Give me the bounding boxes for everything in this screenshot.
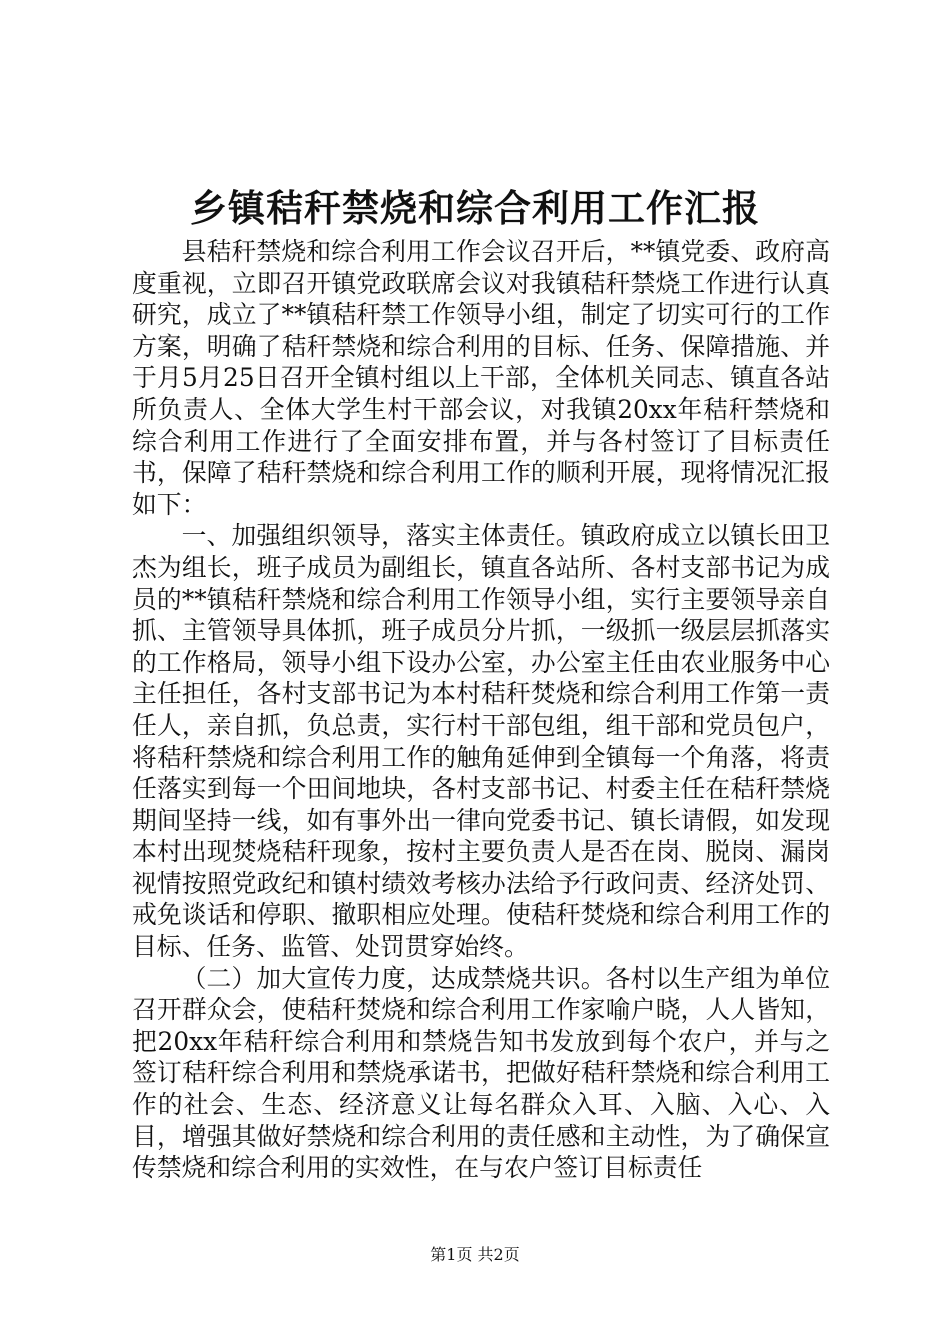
document-title: 乡镇秸秆禁烧和综合利用工作汇报 <box>190 187 760 230</box>
paragraph-section-1: 一、加强组织领导，落实主体责任。镇政府成立以镇长田卫杰为组长，班子成员为副组长，镇直各站所、各村支部书记为成员的**镇秸秆禁烧和综合利用工作领导小组，实行主要领导亲自抓、主管领导具体抓，班子成员分片抓，一级抓一级层层抓落实的工作格局，领导小组下设办公室，办公室主任由农业服务中心主任担任，各村支部书记为本村秸秆焚烧和综合利用工作第一责任人，亲自抓，负总责，实行村干部包组，组干部和党员包户，将秸秆禁烧和综合利用工作的触角延伸到全镇每一个角落，将责任落实到每一个田间地块，各村支部书记、村委主任在秸秆禁烧期间坚持一线，如有事外出一律向党委书记、镇长请假，如发现本村出现焚烧秸秆现象，按村主要负责人是否在岗、脱岗、漏岗视情按照党政纪和镇村绩效考核办法给予行政问责、经济处罚、戒免谈话和停职、撤职相应处理。使秸秆焚烧和综合利用工作的目标、任务、监管、处罚贯穿始终。 <box>132 521 830 962</box>
document-body <box>132 236 830 1184</box>
page-number-footer: 第1页 共2页 <box>430 1245 520 1264</box>
paragraph-section-2: （二）加大宣传力度，达成禁烧共识。各村以生产组为单位召开群众会，使秸秆焚烧和综合利用工作家喻户晓，人人皆知，把20xx年秸秆综合利用和禁烧告知书发放到每个农户，并与之签订秸秆综合利用和禁烧承诺书，把做好秸秆禁烧和综合利用工作的社会、生态、经济意义让每名群众入耳、入脑、入心、入目，增强其做好禁烧和综合利用的责任感和主动性，为了确保宣传禁烧和综合利用的实效性，在与农户签订目标责任 <box>132 963 830 1183</box>
paragraph-intro: 县秸秆禁烧和综合利用工作会议召开后，**镇党委、政府高度重视，立即召开镇党政联席会议对我镇秸秆禁烧工作进行认真研究，成立了**镇秸秆禁工作领导小组，制定了切实可行的工作方案，明确了秸秆禁烧和综合利用的目标、任务、保障措施、并于月5月25日召开全镇村组以上干部，全体机关同志、镇直各站所负责人、全体大学生村干部会议，对我镇20xx年秸秆禁烧和综合利用工作进行了全面安排布置，并与各村签订了目标责任书，保障了秸秆禁烧和综合利用工作的顺利开展，现将情况汇报如下： <box>132 237 830 519</box>
